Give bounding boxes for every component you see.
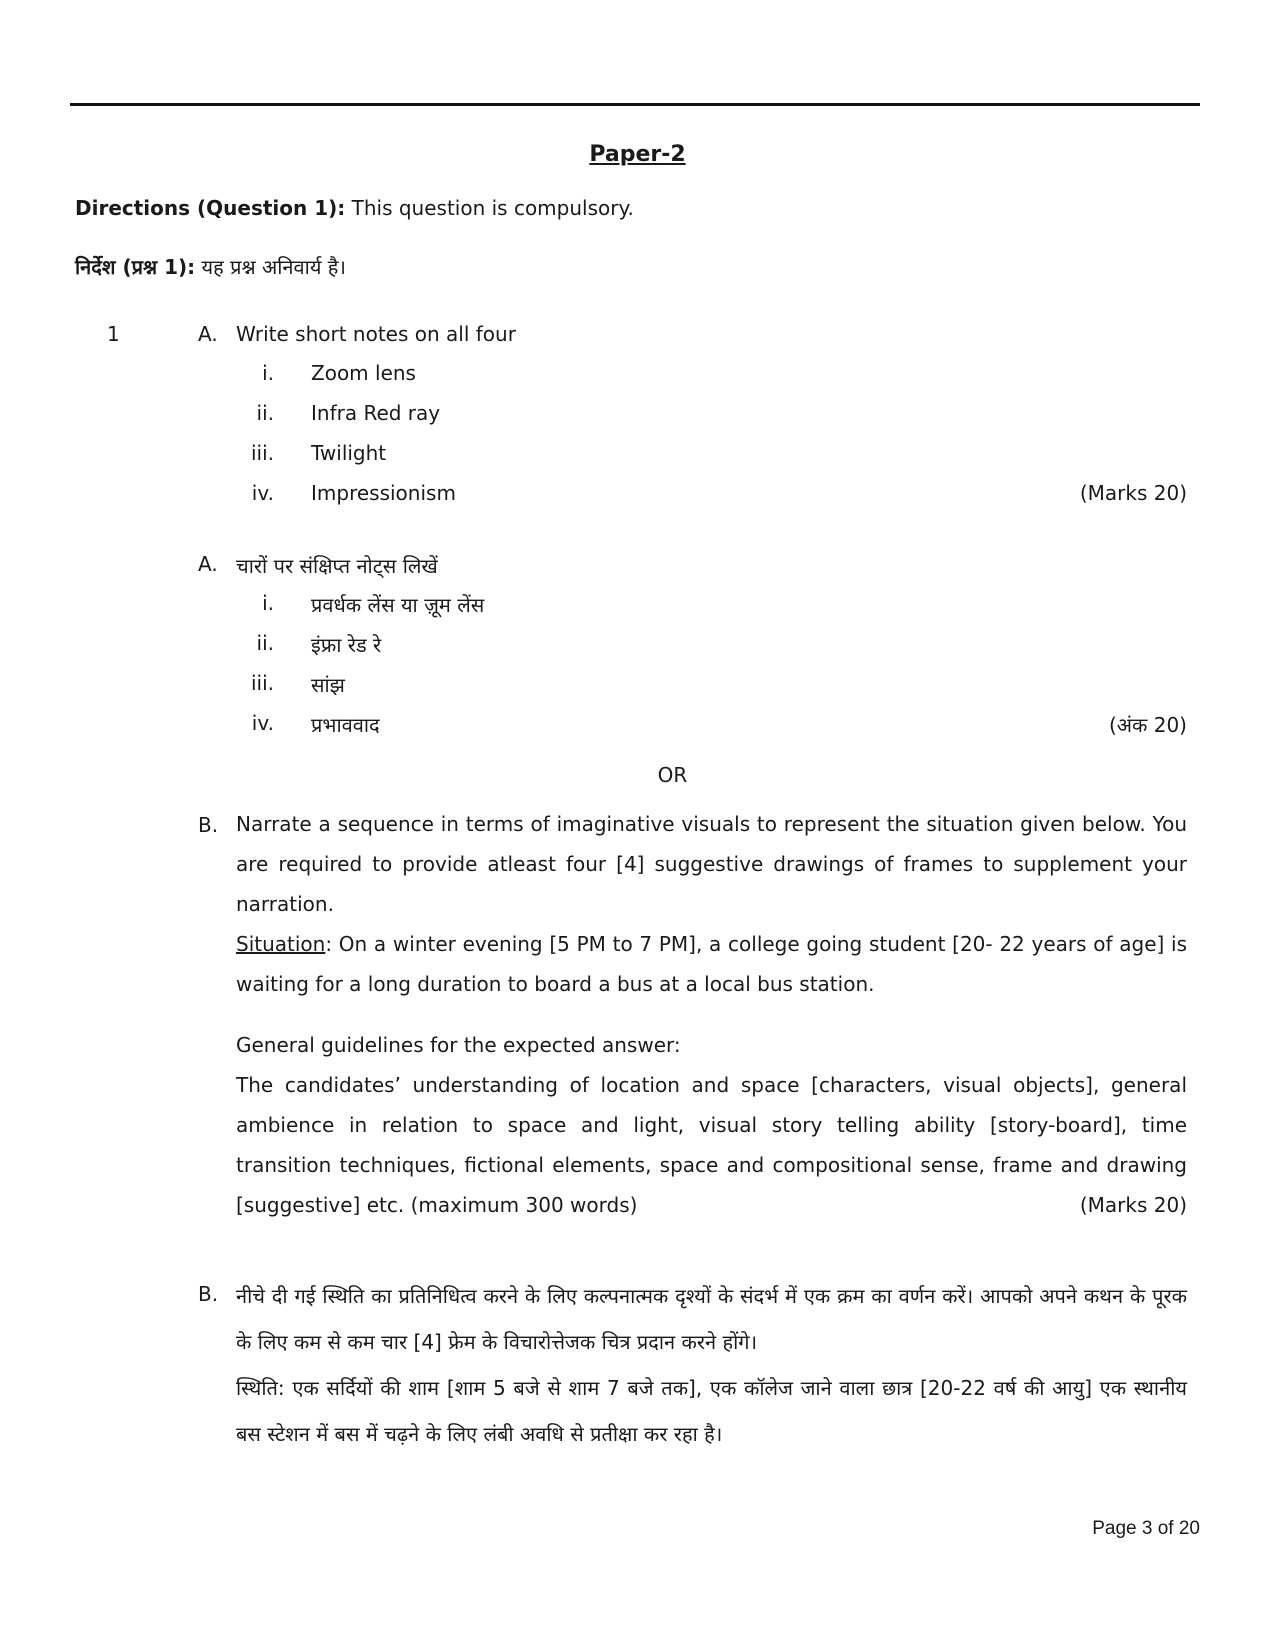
part-a-letter: A.: [198, 322, 218, 346]
part-a-item-num: iv.: [251, 481, 274, 505]
part-a-hindi-item: सांझ: [311, 673, 345, 697]
part-b-marks: (Marks 20): [1070, 1193, 1187, 1217]
part-a-item: Impressionism: [311, 481, 456, 505]
part-a-heading: Write short notes on all four: [236, 322, 516, 346]
paper-title: Paper-2: [589, 142, 686, 167]
part-a-item-num: iii.: [250, 441, 274, 465]
header-rule: [70, 103, 1200, 106]
directions-english: [75, 196, 634, 220]
part-a-hindi-item-num: ii.: [256, 631, 274, 655]
directions-label: Directions (Question 1):: [75, 196, 346, 220]
part-a-marks: (Marks 20): [1079, 481, 1187, 505]
page-number: Page 3 of 20: [1092, 1518, 1200, 1539]
part-a-hindi-item-num: i.: [262, 591, 274, 615]
part-b-hindi-situation: स्थिति: एक सर्दियों की शाम [शाम 5 बजे से शाम 7 बजे तक], एक कॉलेज जाने वाला छात्र [20-22 वर्ष की आयु] एक स्थानीय बस स्टेशन में बस में चढ़ने के लिए लंबी अवधि से प्रतीक्षा कर रहा है।: [236, 1376, 1187, 1446]
part-a-hindi-item: प्रवर्धक लेंस या ज़ूम लेंस: [311, 593, 485, 617]
part-a-hindi-item: प्रभाववाद: [311, 713, 380, 737]
part-a-item: Infra Red ray: [311, 401, 441, 425]
part-b-hindi-text: नीचे दी गई स्थिति का प्रतिनिधित्व करने के लिए कल्पनात्मक दृश्यों के संदर्भ में एक क्रम का वर्णन करें। आपको अपने कथन के पूरक के लिए कम से कम चार [4] फ्रेम के विचारोत्तेजक चित्र प्रदान करने होंगे।: [236, 1284, 1187, 1354]
situation-text: : On a winter evening [5 PM to 7 PM], a college going student [20- 22 years of age] is waiting for a long duration to board a bus at a local bus station.: [236, 932, 1187, 996]
part-a-hindi-item: इंफ्रा रेड रे: [311, 633, 382, 657]
situation-label: Situation: [236, 932, 326, 956]
directions-label-hindi: निर्देश (प्रश्न 1):: [75, 255, 196, 279]
part-a-item-num: i.: [262, 361, 274, 385]
part-b-text: Narrate a sequence in terms of imaginative visuals to represent the situation given below. You are required to provide atleast four [4] suggestive drawings of frames to supplement your narration.: [236, 812, 1187, 916]
part-a-hindi-item-num: iv.: [251, 711, 274, 735]
guidelines-text: The candidates’ understanding of location and space [characters, visual objects], general ambience in relation to space and light, visual story telling ability [story-board], time transition techniques, fictional elements, space and compositional sense, frame and drawing [suggestive] etc. (maximum 300 words): [236, 1073, 1187, 1217]
part-a-item: Twilight: [311, 441, 387, 465]
part-b-situation: [236, 924, 1187, 1004]
part-b-letter: B.: [198, 813, 219, 837]
directions-hindi: [75, 253, 346, 280]
directions-text: This question is compulsory.: [351, 196, 634, 220]
directions-text-hindi: यह प्रश्न अनिवार्य है।: [201, 255, 346, 279]
part-a-item: Zoom lens: [311, 361, 416, 385]
or-separator: OR: [657, 763, 688, 787]
question-number: 1: [107, 322, 120, 346]
guidelines-heading: General guidelines for the expected answer:: [236, 1033, 681, 1057]
part-a-item-num: ii.: [256, 401, 274, 425]
part-a-hindi-marks: (अंक 20): [1108, 713, 1187, 737]
part-a-hindi-letter: A.: [198, 552, 218, 576]
part-b-hindi-letter: B.: [198, 1282, 219, 1306]
part-a-hindi-item-num: iii.: [250, 671, 274, 695]
part-a-hindi-heading: चारों पर संक्षिप्त नोट्स लिखें: [236, 554, 438, 578]
